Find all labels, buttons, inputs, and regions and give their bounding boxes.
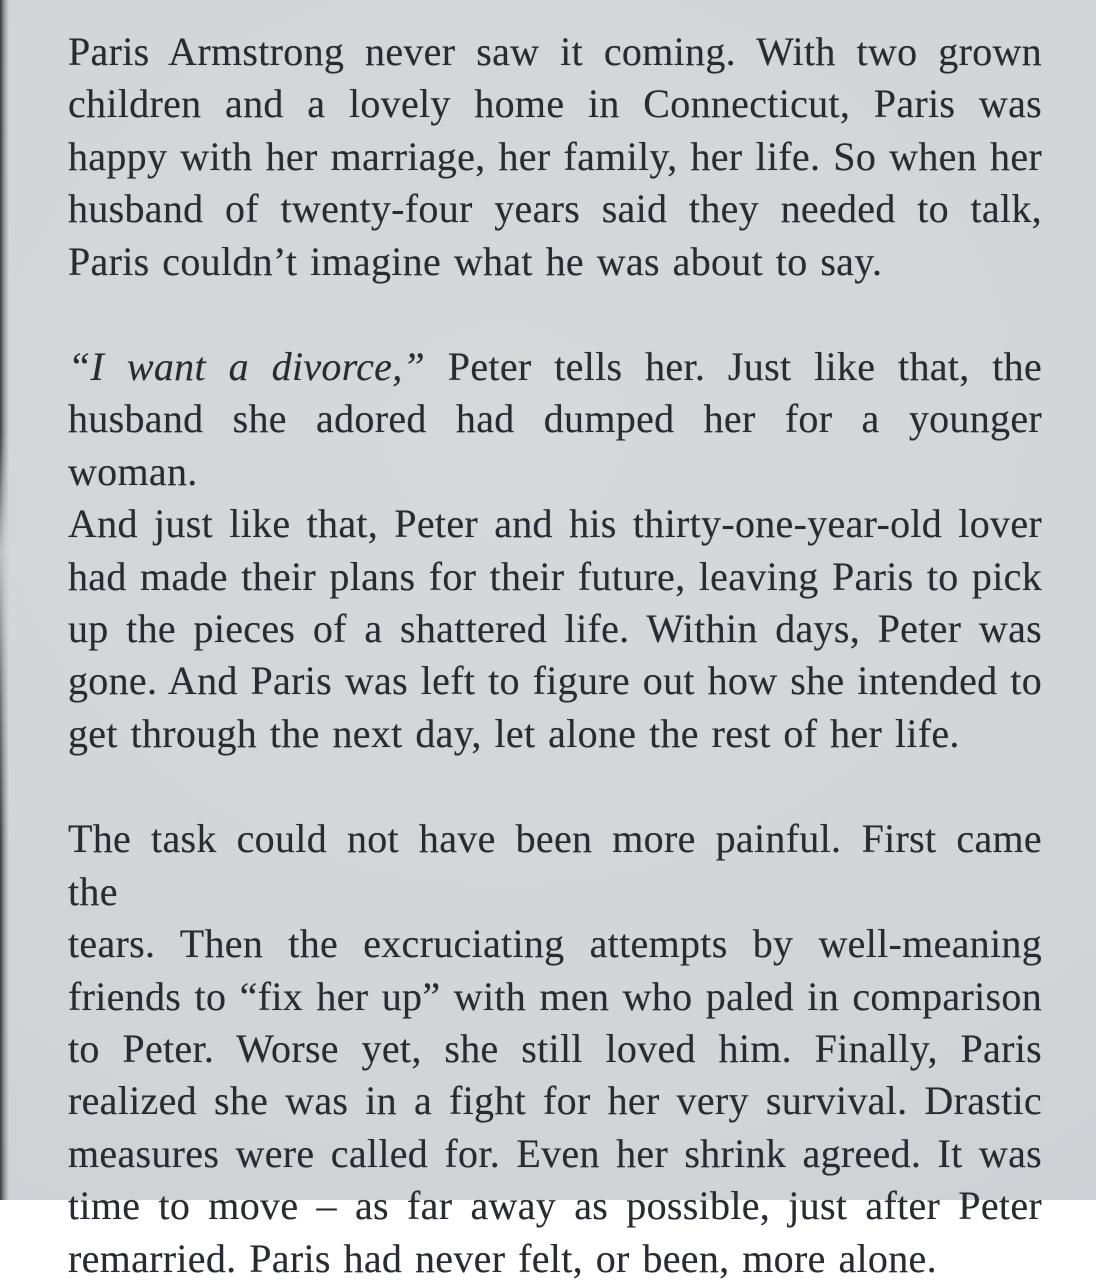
text-segment: Paris Armstrong never saw it coming. With two grown: [68, 29, 1042, 74]
text-segment: to Peter. Worse yet, she still loved him. Finally, Paris: [68, 1025, 1042, 1071]
text-segment: friends to “fix her up” with men who paled in comparison: [68, 973, 1042, 1019]
page-edge-shadow: [0, 0, 9, 1200]
text-line: [68, 1128, 1042, 1180]
text-line: [68, 603, 1042, 655]
text-line: [68, 1233, 1042, 1285]
text-segment: gone. And Paris was left to figure out how she intended to: [68, 658, 1042, 704]
text-segment: husband of twenty-four years said they needed to talk,: [68, 186, 1042, 232]
text-column: [68, 26, 1042, 1285]
text-segment: time to move – as far away as possible, just after Peter: [68, 1183, 1042, 1229]
text-line: [68, 1075, 1042, 1127]
text-line: [68, 393, 1042, 498]
text-line: [68, 498, 1042, 550]
text-line: [68, 236, 1042, 288]
italic-text: “I want a divorce,”: [68, 344, 426, 390]
text-segment: happy with her marriage, her family, her life. So when her: [68, 133, 1042, 179]
paragraph-2: [68, 341, 1042, 760]
text-segment: husband she adored had dumped her for a younger woman.: [68, 396, 1042, 494]
text-segment: Paris couldn’t imagine what he was about to say.: [68, 238, 883, 284]
paragraph-3: [68, 813, 1042, 1285]
text-segment: children and a lovely home in Connecticut, Paris was: [68, 81, 1042, 127]
text-line: [68, 918, 1042, 970]
text-line: [68, 813, 1042, 918]
text-segment: realized she was in a fight for her very survival. Drastic: [68, 1078, 1042, 1124]
paragraph-1: [68, 26, 1042, 288]
text-line: [68, 78, 1042, 130]
text-line: [68, 551, 1042, 603]
text-line: [68, 183, 1042, 235]
text-line: [68, 1180, 1042, 1232]
text-line: [68, 131, 1042, 183]
text-segment: Peter tells her. Just like that, the: [425, 344, 1043, 390]
text-line: [68, 708, 1042, 760]
text-segment: had made their plans for their future, leaving Paris to pick: [68, 553, 1042, 599]
text-line: [68, 341, 1042, 393]
text-segment: up the pieces of a shattered life. Within days, Peter was: [68, 606, 1042, 652]
text-segment: And just like that, Peter and his thirty-one-year-old lover: [68, 501, 1042, 547]
text-segment: remarried. Paris had never felt, or been, more alone.: [68, 1235, 937, 1281]
text-segment: tears. Then the excruciating attempts by well-meaning: [68, 921, 1042, 967]
text-line: [68, 1023, 1042, 1075]
text-segment: The task could not have been more painful. First came the: [68, 816, 1042, 914]
text-segment: get through the next day, let alone the rest of her life.: [68, 710, 960, 756]
text-line: [68, 26, 1042, 78]
text-segment: measures were called for. Even her shrink agreed. It was: [68, 1130, 1042, 1176]
text-line: [68, 971, 1042, 1023]
text-line: [68, 655, 1042, 707]
